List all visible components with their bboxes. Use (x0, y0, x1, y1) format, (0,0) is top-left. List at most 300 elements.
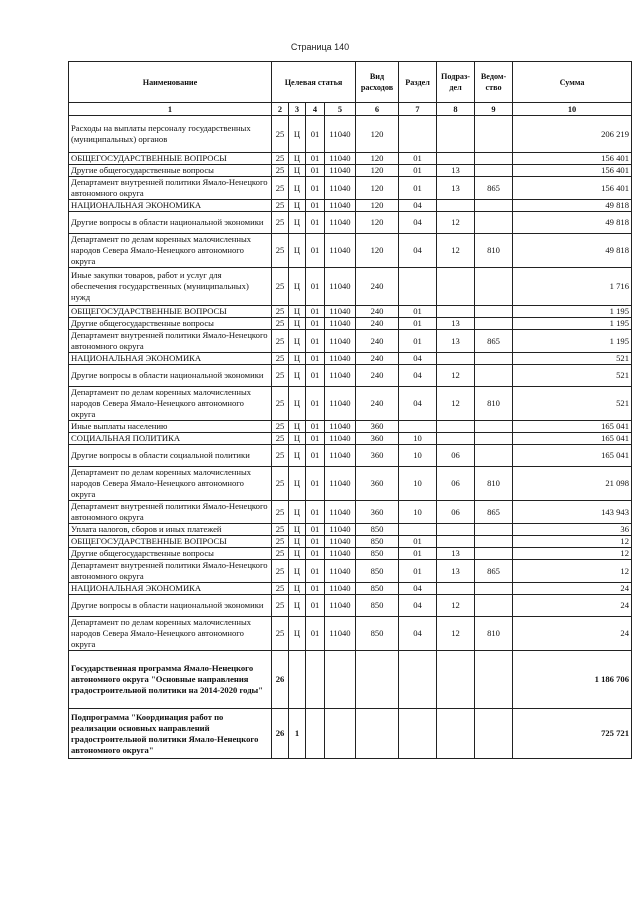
cell-b: Ц (289, 268, 306, 306)
cell-podrazdel: 12 (437, 212, 475, 234)
cell-vid: 360 (356, 501, 399, 524)
table-row (69, 200, 632, 212)
cell-d: 11040 (325, 560, 356, 583)
cell-sum: 24 (513, 595, 632, 617)
cell-vid: 850 (356, 560, 399, 583)
cell-name: НАЦИОНАЛЬНАЯ ЭКОНОМИКА (69, 583, 272, 595)
cell-sum: 165 041 (513, 445, 632, 467)
cell-name: Иные выплаты населению (69, 421, 272, 433)
cell-a: 25 (272, 116, 289, 153)
cell-d: 11040 (325, 548, 356, 560)
cell-sum: 725 721 (513, 709, 632, 759)
cell-c: 01 (306, 433, 325, 445)
cell-c: 01 (306, 330, 325, 353)
cell-ved (475, 433, 513, 445)
cell-ved: 810 (475, 234, 513, 268)
cell-vid: 240 (356, 330, 399, 353)
cell-d: 11040 (325, 433, 356, 445)
cell-podrazdel (437, 116, 475, 153)
cell-d: 11040 (325, 365, 356, 387)
cell-c: 01 (306, 501, 325, 524)
cell-vid: 120 (356, 212, 399, 234)
cell-razdel: 01 (399, 177, 437, 200)
cell-d: 11040 (325, 583, 356, 595)
cell-podrazdel: 13 (437, 560, 475, 583)
cell-b: Ц (289, 467, 306, 501)
cell-vid (356, 651, 399, 709)
cell-podrazdel: 06 (437, 501, 475, 524)
table-row (69, 421, 632, 433)
cell-vid: 240 (356, 318, 399, 330)
cell-a: 25 (272, 234, 289, 268)
cell-razdel: 04 (399, 617, 437, 651)
cell-razdel (399, 116, 437, 153)
cell-sum: 1 195 (513, 318, 632, 330)
column-number: 5 (325, 103, 356, 116)
cell-vid: 360 (356, 467, 399, 501)
cell-c: 01 (306, 524, 325, 536)
budget-table (68, 61, 632, 759)
cell-sum: 1 195 (513, 306, 632, 318)
cell-vid: 120 (356, 234, 399, 268)
cell-podrazdel: 12 (437, 365, 475, 387)
cell-d: 11040 (325, 116, 356, 153)
cell-vid: 240 (356, 306, 399, 318)
cell-a: 25 (272, 387, 289, 421)
cell-c: 01 (306, 200, 325, 212)
cell-sum: 1 186 706 (513, 651, 632, 709)
cell-sum: 12 (513, 548, 632, 560)
table-row (69, 116, 632, 153)
cell-b: Ц (289, 306, 306, 318)
column-number: 7 (399, 103, 437, 116)
cell-b: Ц (289, 165, 306, 177)
header-section: Раздел (399, 62, 437, 103)
cell-ved (475, 595, 513, 617)
column-number: 4 (306, 103, 325, 116)
cell-razdel (399, 421, 437, 433)
cell-d: 11040 (325, 212, 356, 234)
table-row (69, 212, 632, 234)
header-target-article: Целевая статья (272, 62, 356, 103)
cell-b: Ц (289, 524, 306, 536)
cell-name: ОБЩЕГОСУДАРСТВЕННЫЕ ВОПРОСЫ (69, 153, 272, 165)
cell-razdel: 01 (399, 330, 437, 353)
table-row (69, 234, 632, 268)
cell-name: ОБЩЕГОСУДАРСТВЕННЫЕ ВОПРОСЫ (69, 306, 272, 318)
cell-b: Ц (289, 445, 306, 467)
cell-razdel: 04 (399, 595, 437, 617)
header-name: Наименование (69, 62, 272, 103)
cell-c: 01 (306, 153, 325, 165)
cell-a: 25 (272, 353, 289, 365)
cell-ved: 865 (475, 560, 513, 583)
table-row (69, 524, 632, 536)
cell-podrazdel (437, 524, 475, 536)
column-number: 9 (475, 103, 513, 116)
cell-vid: 850 (356, 595, 399, 617)
cell-a: 25 (272, 200, 289, 212)
cell-b: Ц (289, 353, 306, 365)
cell-b: Ц (289, 177, 306, 200)
cell-ved: 810 (475, 617, 513, 651)
cell-razdel: 10 (399, 501, 437, 524)
cell-podrazdel (437, 306, 475, 318)
cell-b: Ц (289, 330, 306, 353)
header-subsection: Подраз-дел (437, 62, 475, 103)
cell-a: 25 (272, 595, 289, 617)
table-row (69, 595, 632, 617)
cell-name: Департамент внутренней политики Ямало-Ненецкого автономного округа (69, 501, 272, 524)
table-row (69, 306, 632, 318)
cell-vid: 240 (356, 387, 399, 421)
table-row (69, 617, 632, 651)
cell-a: 25 (272, 433, 289, 445)
cell-d: 11040 (325, 153, 356, 165)
cell-razdel: 04 (399, 234, 437, 268)
cell-a: 25 (272, 177, 289, 200)
cell-b: Ц (289, 501, 306, 524)
column-number: 6 (356, 103, 399, 116)
cell-podrazdel (437, 353, 475, 365)
cell-name: НАЦИОНАЛЬНАЯ ЭКОНОМИКА (69, 200, 272, 212)
cell-b: Ц (289, 318, 306, 330)
cell-b (289, 651, 306, 709)
cell-ved: 810 (475, 387, 513, 421)
cell-vid: 850 (356, 617, 399, 651)
cell-sum: 49 818 (513, 200, 632, 212)
cell-c: 01 (306, 421, 325, 433)
cell-c: 01 (306, 365, 325, 387)
cell-podrazdel: 12 (437, 617, 475, 651)
cell-sum: 12 (513, 560, 632, 583)
cell-razdel: 04 (399, 353, 437, 365)
cell-d: 11040 (325, 421, 356, 433)
header-sum: Сумма (513, 62, 632, 103)
cell-razdel: 04 (399, 212, 437, 234)
cell-name: Другие вопросы в области национальной экономики (69, 212, 272, 234)
cell-name: Другие вопросы в области национальной экономики (69, 365, 272, 387)
cell-d: 11040 (325, 536, 356, 548)
cell-ved (475, 116, 513, 153)
cell-podrazdel: 13 (437, 548, 475, 560)
cell-c: 01 (306, 268, 325, 306)
cell-c: 01 (306, 116, 325, 153)
cell-razdel: 01 (399, 318, 437, 330)
cell-ved (475, 548, 513, 560)
cell-b: Ц (289, 548, 306, 560)
cell-ved (475, 212, 513, 234)
cell-c: 01 (306, 617, 325, 651)
table-header-row (69, 62, 632, 103)
cell-c: 01 (306, 548, 325, 560)
cell-sum: 521 (513, 365, 632, 387)
cell-vid: 850 (356, 583, 399, 595)
cell-podrazdel: 13 (437, 177, 475, 200)
table-row (69, 651, 632, 709)
cell-b: Ц (289, 595, 306, 617)
cell-ved (475, 709, 513, 759)
cell-d: 11040 (325, 268, 356, 306)
cell-name: НАЦИОНАЛЬНАЯ ЭКОНОМИКА (69, 353, 272, 365)
table-row (69, 709, 632, 759)
cell-c: 01 (306, 353, 325, 365)
cell-podrazdel (437, 583, 475, 595)
cell-podrazdel (437, 536, 475, 548)
cell-a: 25 (272, 421, 289, 433)
cell-razdel: 10 (399, 445, 437, 467)
cell-razdel: 04 (399, 583, 437, 595)
cell-ved (475, 153, 513, 165)
cell-c: 01 (306, 445, 325, 467)
cell-d: 11040 (325, 501, 356, 524)
cell-ved (475, 445, 513, 467)
cell-vid: 120 (356, 116, 399, 153)
cell-name: Департамент по делам коренных малочисленных народов Севера Ямало-Ненецкого автономного округа (69, 234, 272, 268)
cell-b: Ц (289, 153, 306, 165)
cell-sum: 206 219 (513, 116, 632, 153)
cell-a: 25 (272, 560, 289, 583)
cell-name: Другие общегосударственные вопросы (69, 318, 272, 330)
cell-c: 01 (306, 306, 325, 318)
cell-vid: 240 (356, 353, 399, 365)
cell-podrazdel: 06 (437, 467, 475, 501)
cell-a: 25 (272, 212, 289, 234)
cell-razdel: 10 (399, 433, 437, 445)
cell-d (325, 651, 356, 709)
cell-d: 11040 (325, 524, 356, 536)
cell-a: 25 (272, 583, 289, 595)
header-expense-type: Вид расходов (356, 62, 399, 103)
cell-c: 01 (306, 234, 325, 268)
cell-a: 25 (272, 318, 289, 330)
cell-d (325, 709, 356, 759)
cell-sum: 165 041 (513, 433, 632, 445)
cell-ved (475, 536, 513, 548)
cell-ved (475, 200, 513, 212)
cell-razdel (399, 524, 437, 536)
cell-razdel: 01 (399, 153, 437, 165)
cell-name: Уплата налогов, сборов и иных платежей (69, 524, 272, 536)
cell-d: 11040 (325, 306, 356, 318)
cell-a: 26 (272, 651, 289, 709)
cell-ved (475, 583, 513, 595)
cell-vid: 850 (356, 536, 399, 548)
cell-vid: 240 (356, 268, 399, 306)
cell-razdel: 01 (399, 536, 437, 548)
cell-sum: 143 943 (513, 501, 632, 524)
cell-c: 01 (306, 165, 325, 177)
cell-vid: 850 (356, 548, 399, 560)
cell-sum: 24 (513, 617, 632, 651)
cell-b: Ц (289, 116, 306, 153)
cell-ved (475, 524, 513, 536)
cell-d: 11040 (325, 353, 356, 365)
cell-sum: 49 818 (513, 234, 632, 268)
cell-d: 11040 (325, 467, 356, 501)
cell-name: Другие вопросы в области национальной экономики (69, 595, 272, 617)
cell-podrazdel: 13 (437, 165, 475, 177)
cell-razdel: 04 (399, 387, 437, 421)
cell-vid: 360 (356, 445, 399, 467)
cell-podrazdel (437, 651, 475, 709)
page-number-header: Страница 140 (290, 42, 350, 52)
cell-a: 25 (272, 165, 289, 177)
table-row (69, 548, 632, 560)
cell-d: 11040 (325, 595, 356, 617)
cell-vid: 360 (356, 433, 399, 445)
cell-d: 11040 (325, 445, 356, 467)
cell-d: 11040 (325, 318, 356, 330)
cell-ved (475, 318, 513, 330)
cell-sum: 521 (513, 387, 632, 421)
cell-a: 25 (272, 467, 289, 501)
cell-name: Другие общегосударственные вопросы (69, 165, 272, 177)
cell-vid: 120 (356, 165, 399, 177)
table-row (69, 268, 632, 306)
cell-name: Департамент внутренней политики Ямало-Ненецкого автономного округа (69, 177, 272, 200)
cell-podrazdel (437, 433, 475, 445)
cell-c (306, 709, 325, 759)
table-row (69, 165, 632, 177)
cell-c: 01 (306, 536, 325, 548)
cell-sum: 21 098 (513, 467, 632, 501)
table-row (69, 177, 632, 200)
cell-ved (475, 165, 513, 177)
cell-a: 25 (272, 536, 289, 548)
cell-ved: 865 (475, 330, 513, 353)
cell-sum: 156 401 (513, 165, 632, 177)
cell-sum: 165 041 (513, 421, 632, 433)
cell-ved (475, 365, 513, 387)
cell-razdel (399, 709, 437, 759)
cell-name: Другие общегосударственные вопросы (69, 548, 272, 560)
table-row (69, 560, 632, 583)
cell-a: 26 (272, 709, 289, 759)
cell-name: Департамент внутренней политики Ямало-Ненецкого автономного округа (69, 330, 272, 353)
cell-d: 11040 (325, 234, 356, 268)
cell-sum: 1 195 (513, 330, 632, 353)
cell-a: 25 (272, 306, 289, 318)
header-department: Ведом-ство (475, 62, 513, 103)
cell-vid (356, 709, 399, 759)
cell-b: Ц (289, 536, 306, 548)
cell-sum: 156 401 (513, 153, 632, 165)
table-row (69, 433, 632, 445)
cell-ved (475, 268, 513, 306)
cell-a: 25 (272, 524, 289, 536)
cell-ved (475, 353, 513, 365)
cell-name: СОЦИАЛЬНАЯ ПОЛИТИКА (69, 433, 272, 445)
cell-b: Ц (289, 234, 306, 268)
cell-podrazdel: 13 (437, 330, 475, 353)
cell-d: 11040 (325, 387, 356, 421)
cell-vid: 850 (356, 524, 399, 536)
cell-razdel: 04 (399, 365, 437, 387)
cell-d: 11040 (325, 617, 356, 651)
cell-d: 11040 (325, 200, 356, 212)
column-number: 2 (272, 103, 289, 116)
table-row (69, 387, 632, 421)
cell-podrazdel: 12 (437, 234, 475, 268)
cell-b: 1 (289, 709, 306, 759)
cell-c: 01 (306, 387, 325, 421)
cell-sum: 12 (513, 536, 632, 548)
cell-a: 25 (272, 365, 289, 387)
cell-c: 01 (306, 467, 325, 501)
table-row (69, 583, 632, 595)
table-row (69, 365, 632, 387)
cell-podrazdel (437, 709, 475, 759)
cell-podrazdel (437, 268, 475, 306)
cell-podrazdel (437, 153, 475, 165)
cell-sum: 1 716 (513, 268, 632, 306)
cell-name: Подпрограмма "Координация работ по реализации основных направлений градостроительной политики Ямало-Ненецкого автономного округа" (69, 709, 272, 759)
cell-name: ОБЩЕГОСУДАРСТВЕННЫЕ ВОПРОСЫ (69, 536, 272, 548)
cell-name: Департамент по делам коренных малочисленных народов Севера Ямало-Ненецкого автономного округа (69, 387, 272, 421)
table-row (69, 501, 632, 524)
cell-sum: 156 401 (513, 177, 632, 200)
cell-ved (475, 421, 513, 433)
cell-ved (475, 306, 513, 318)
cell-a: 25 (272, 548, 289, 560)
cell-ved: 865 (475, 177, 513, 200)
cell-c: 01 (306, 177, 325, 200)
cell-d: 11040 (325, 165, 356, 177)
table-row (69, 318, 632, 330)
cell-c: 01 (306, 318, 325, 330)
cell-b: Ц (289, 212, 306, 234)
cell-ved: 865 (475, 501, 513, 524)
cell-vid: 360 (356, 421, 399, 433)
column-number: 10 (513, 103, 632, 116)
column-number: 3 (289, 103, 306, 116)
cell-razdel: 04 (399, 200, 437, 212)
column-number: 8 (437, 103, 475, 116)
cell-ved: 810 (475, 467, 513, 501)
cell-b: Ц (289, 387, 306, 421)
cell-a: 25 (272, 501, 289, 524)
cell-c: 01 (306, 560, 325, 583)
cell-ved (475, 651, 513, 709)
cell-a: 25 (272, 445, 289, 467)
cell-vid: 120 (356, 200, 399, 212)
cell-sum: 521 (513, 353, 632, 365)
cell-c: 01 (306, 212, 325, 234)
cell-name: Департамент по делам коренных малочисленных народов Севера Ямало-Ненецкого автономного округа (69, 467, 272, 501)
cell-razdel (399, 268, 437, 306)
cell-razdel (399, 651, 437, 709)
cell-podrazdel: 06 (437, 445, 475, 467)
cell-name: Иные закупки товаров, работ и услуг для обеспечения государственных (муниципальных) нужд (69, 268, 272, 306)
cell-b: Ц (289, 433, 306, 445)
cell-d: 11040 (325, 177, 356, 200)
cell-vid: 120 (356, 177, 399, 200)
column-number-row (69, 103, 632, 116)
cell-razdel: 10 (399, 467, 437, 501)
cell-b: Ц (289, 200, 306, 212)
cell-a: 25 (272, 153, 289, 165)
cell-vid: 120 (356, 153, 399, 165)
cell-sum: 49 818 (513, 212, 632, 234)
cell-razdel: 01 (399, 560, 437, 583)
cell-razdel: 01 (399, 165, 437, 177)
cell-razdel: 01 (399, 548, 437, 560)
cell-sum: 36 (513, 524, 632, 536)
cell-b: Ц (289, 560, 306, 583)
table-row (69, 467, 632, 501)
cell-b: Ц (289, 365, 306, 387)
